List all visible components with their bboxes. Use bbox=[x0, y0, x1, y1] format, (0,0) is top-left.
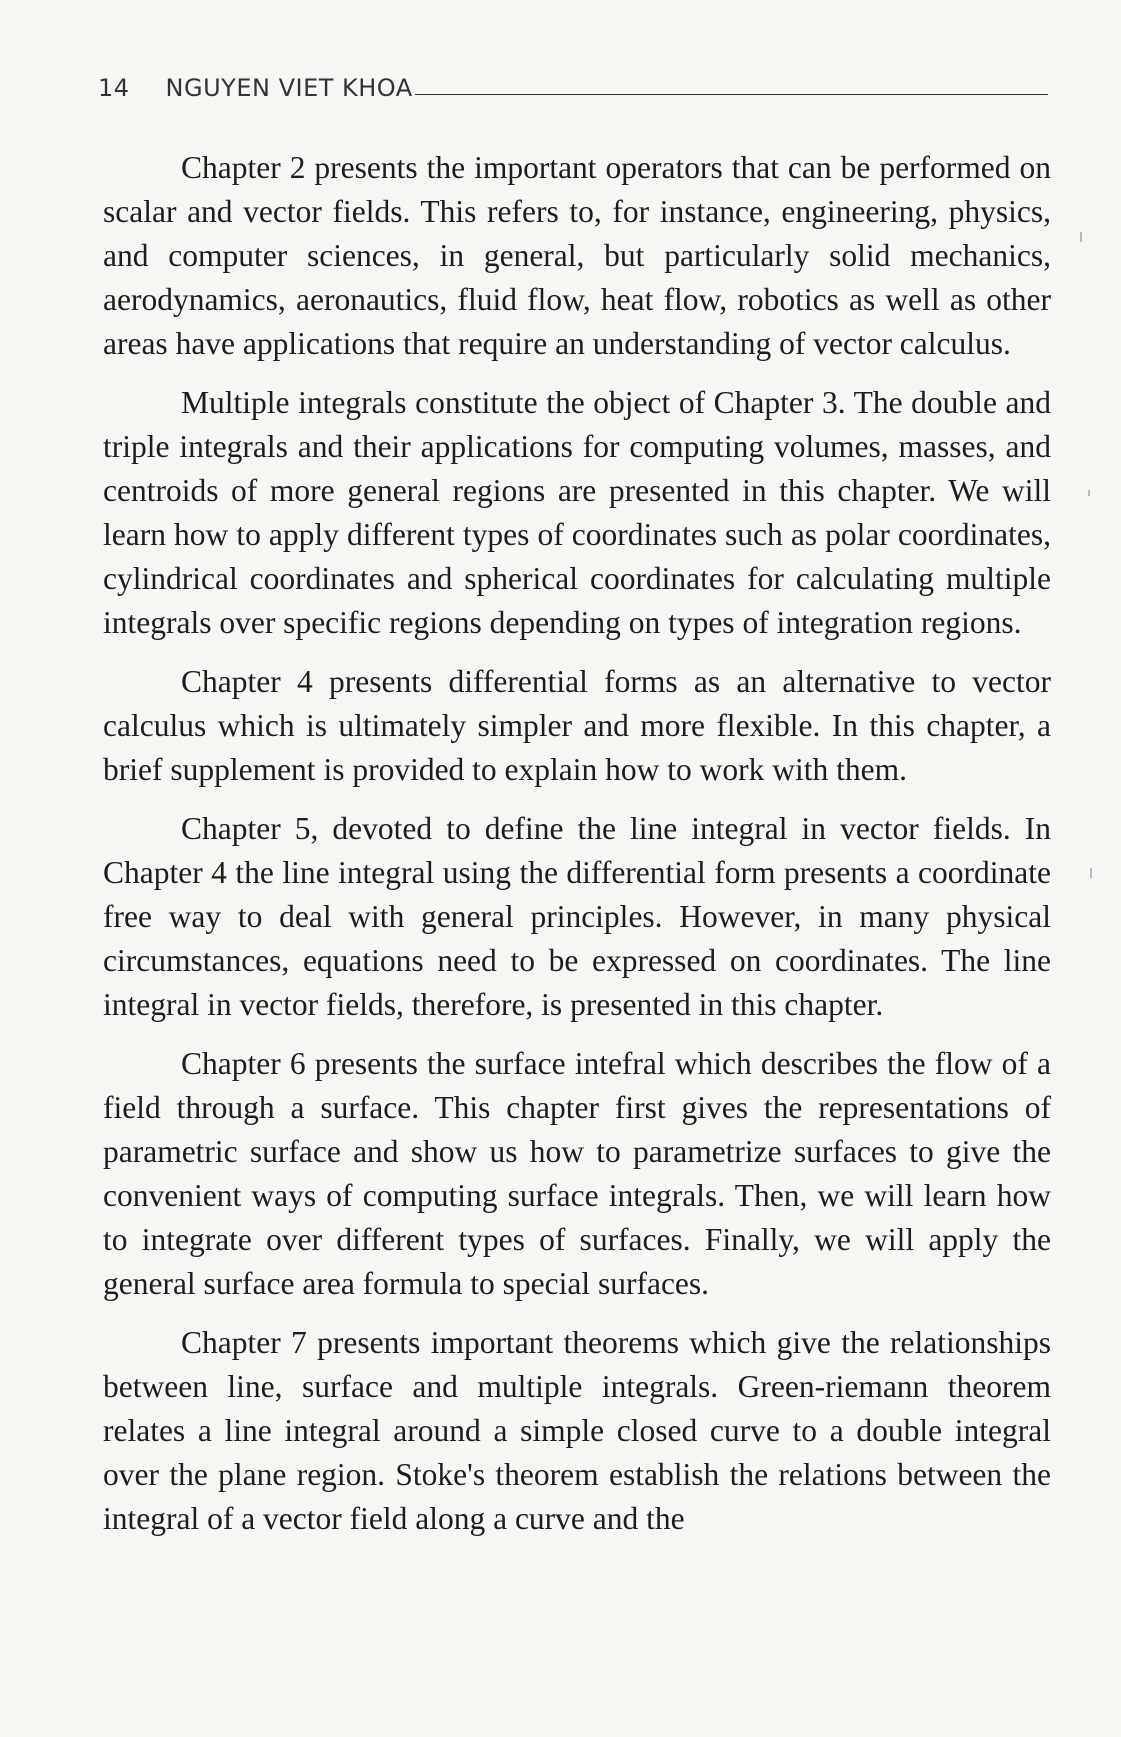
page-number: 14 bbox=[98, 74, 130, 102]
scan-speck bbox=[1080, 232, 1082, 242]
paragraph-chapter-2: Chapter 2 presents the important operators that can be performed on scalar and vector fields. This refers to, for instance, engineering, physics, and computer sciences, in general, but particularly solid mechanics, aerodynamics, aeronautics, fluid flow, heat flow, robotics as well as other areas have applications that require an understanding of vector calculus. bbox=[103, 150, 1051, 361]
paragraph-chapter-5: Chapter 5, devoted to define the line integral in vector fields. In Chapter 4 the line integral using the differential form presents a coordinate free way to deal with general principles. However, in many physical circumstances, equations need to be expressed on coordinates. The line integral in vector fields, therefore, is presented in this chapter. bbox=[103, 811, 1051, 1022]
paragraph-chapter-3: Multiple integrals constitute the object of Chapter 3. The double and triple integrals and their applications for computing volumes, masses, and centroids of more general regions are presented in this chapter. We will learn how to apply different types of coordinates such as polar coordinates, cylindrical coordinates and spherical coordinates for calculating multiple integrals over specific regions depending on types of integration regions. bbox=[103, 385, 1051, 640]
header-rule bbox=[415, 94, 1048, 95]
running-header bbox=[98, 62, 1048, 102]
author-name: NGUYEN VIET KHOA bbox=[165, 74, 413, 102]
paragraph-chapter-4: Chapter 4 presents differential forms as an alternative to vector calculus which is ultimately simpler and more flexible. In this chapter, a brief supplement is provided to explain how to work with them. bbox=[103, 664, 1051, 787]
body-text bbox=[103, 146, 1051, 1541]
scan-speck bbox=[1090, 868, 1092, 878]
paragraph-chapter-6: Chapter 6 presents the surface intefral which describes the flow of a field through a surface. This chapter first gives the representations of parametric surface and show us how to parametrize surfaces to give the convenient ways of computing surface integrals. Then, we will learn how to integrate over different types of surfaces. Finally, we will apply the general surface area formula to special surfaces. bbox=[103, 1046, 1051, 1301]
paragraph-chapter-7: Chapter 7 presents important theorems which give the relationships between line, surface and multiple integrals. Green-riemann theorem relates a line integral around a simple closed curve to a double integral over the plane region. Stoke's theorem establish the relations between the integral of a vector field along a curve and the bbox=[103, 1325, 1051, 1536]
scan-speck bbox=[1088, 490, 1090, 496]
